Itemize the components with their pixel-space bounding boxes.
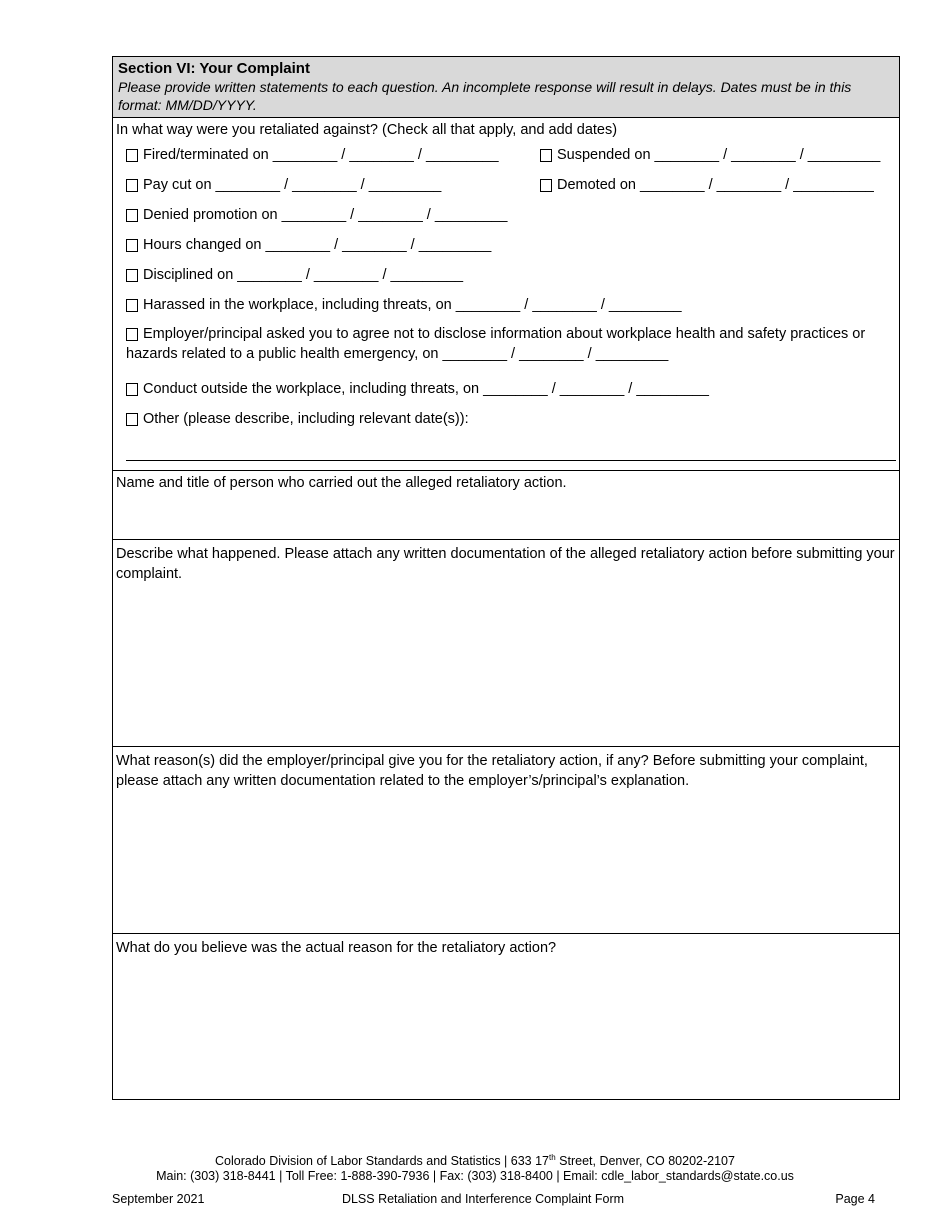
suspended-label: Suspended on ________ / ________ / _________	[557, 147, 881, 163]
page-number: Page 4	[835, 1192, 875, 1206]
denied-promotion-label: Denied promotion on ________ / ________ / _________	[143, 207, 508, 223]
option-nondisclosure	[126, 324, 901, 364]
actual-reason-question: What do you believe was the actual reason for the retaliatory action?	[116, 940, 557, 956]
section-instructions: Please provide written statements to each question. An incomplete response will result in delays. Dates must be in this format: MM/DD/YYYY.	[118, 79, 852, 113]
option-disciplined	[126, 266, 463, 284]
reasons-given-box[interactable]	[113, 747, 899, 934]
other-label: Other (please describe, including relevant date(s)):	[143, 411, 469, 427]
pay-cut-checkbox[interactable]	[126, 179, 138, 192]
address-prefix: Colorado Division of Labor Standards and Statistics | 633 17	[215, 1154, 550, 1169]
option-other	[126, 410, 469, 428]
conduct-outside-checkbox[interactable]	[126, 383, 138, 396]
actual-reason-box[interactable]	[113, 934, 899, 1099]
hours-changed-label: Hours changed on ________ / ________ / _________	[143, 237, 492, 253]
option-demoted	[540, 176, 874, 194]
footer-form-name: DLSS Retaliation and Interference Complaint Form	[341, 1192, 625, 1206]
retaliation-box	[113, 118, 899, 471]
fired-checkbox[interactable]	[126, 149, 138, 162]
option-suspended	[540, 146, 880, 164]
nondisclosure-checkbox[interactable]	[126, 328, 138, 341]
reasons-given-question: What reason(s) did the employer/principal give you for the retaliatory action, if any? Before submitting your complaint, please attach any written documentation related to the employer’s/principal’s explanation.	[116, 753, 868, 789]
disciplined-label: Disciplined on ________ / ________ / _________	[143, 267, 464, 283]
harassed-checkbox[interactable]	[126, 299, 138, 312]
option-hours-changed	[126, 236, 491, 254]
option-conduct-outside	[126, 380, 709, 398]
section-header	[113, 57, 899, 118]
name-title-box[interactable]	[113, 471, 899, 540]
fired-label: Fired/terminated on ________ / ________ / _________	[143, 147, 499, 163]
option-fired	[126, 146, 499, 164]
address-suffix: Street, Denver, CO 80202-2107	[555, 1154, 735, 1169]
describe-box[interactable]	[113, 540, 899, 747]
option-denied-promotion	[126, 206, 507, 224]
demoted-label: Demoted on ________ / ________ / __________	[557, 177, 874, 193]
demoted-checkbox[interactable]	[540, 179, 552, 192]
hours-changed-checkbox[interactable]	[126, 239, 138, 252]
retaliation-question: In what way were you retaliated against? (Check all that apply, and add dates)	[116, 122, 618, 138]
section-title: Section VI: Your Complaint	[118, 60, 310, 77]
conduct-outside-label: Conduct outside the workplace, including threats, on ________ / ________ / _________	[143, 381, 709, 397]
nondisclosure-label: Employer/principal asked you to agree not to disclose information about workplace health and safety practices or hazards related to a public health emergency, on ________ / ________ / _________	[126, 326, 866, 362]
describe-question: Describe what happened. Please attach any written documentation of the alleged retaliatory action before submitting your complaint.	[116, 546, 895, 582]
suspended-checkbox[interactable]	[540, 149, 552, 162]
denied-promotion-checkbox[interactable]	[126, 209, 138, 222]
option-pay-cut	[126, 176, 441, 194]
disciplined-checkbox[interactable]	[126, 269, 138, 282]
other-checkbox[interactable]	[126, 413, 138, 426]
other-description-line[interactable]	[126, 460, 896, 461]
complaint-form	[112, 56, 900, 1100]
harassed-label: Harassed in the workplace, including threats, on ________ / ________ / _________	[143, 297, 682, 313]
footer-contact: Main: (303) 318-8441 | Toll Free: 1-888-390-7936 | Fax: (303) 318-8400 | Email: cdle_labor_standards@state.co.us	[156, 1169, 794, 1183]
name-title-question: Name and title of person who carried out the alleged retaliatory action.	[116, 475, 567, 491]
option-harassed	[126, 296, 682, 314]
footer-date: September 2021	[112, 1192, 205, 1206]
address-sup: th	[549, 1153, 556, 1162]
pay-cut-label: Pay cut on ________ / ________ / _________	[143, 177, 442, 193]
